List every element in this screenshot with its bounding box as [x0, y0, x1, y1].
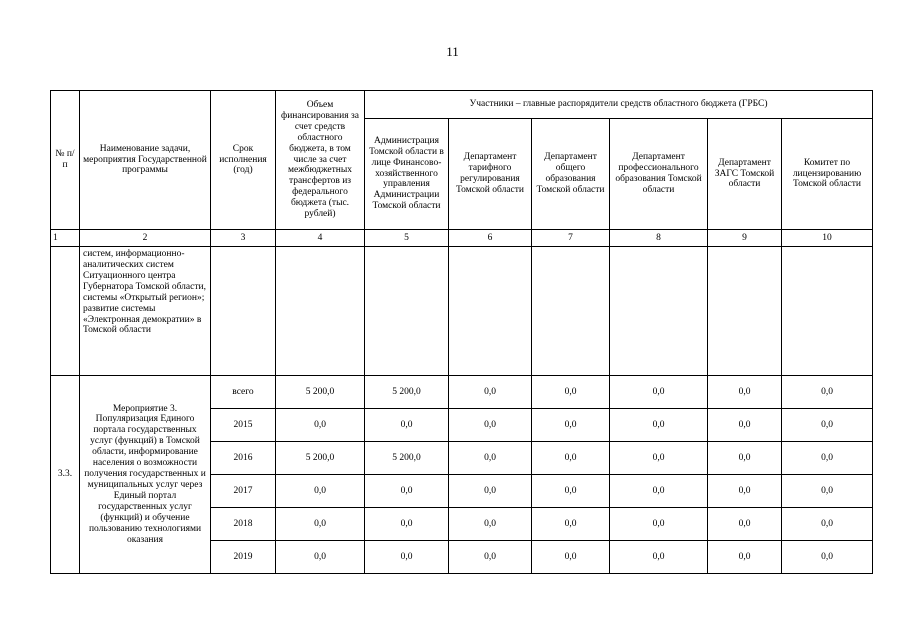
continuation-row — [51, 247, 873, 376]
column-number: 8 — [610, 230, 708, 247]
value-cell: 0,0 — [276, 541, 365, 574]
header-participant: Департамент профессионального образования Томской области — [610, 119, 708, 230]
column-number: 10 — [782, 230, 873, 247]
value-cell: 0,0 — [782, 475, 873, 508]
column-number: 7 — [532, 230, 610, 247]
value-cell: 0,0 — [365, 409, 449, 442]
value-cell: 0,0 — [610, 508, 708, 541]
column-number: 2 — [80, 230, 211, 247]
term-cell: 2017 — [211, 475, 276, 508]
term-cell: 2016 — [211, 442, 276, 475]
value-cell: 0,0 — [532, 442, 610, 475]
value-cell: 0,0 — [708, 442, 782, 475]
empty-cell — [532, 247, 610, 376]
header-participant: Комитет по лицензированию Томской области — [782, 119, 873, 230]
value-cell: 0,0 — [449, 475, 532, 508]
value-cell: 0,0 — [449, 442, 532, 475]
empty-cell — [782, 247, 873, 376]
header-term: Срок исполнения (год) — [211, 91, 276, 230]
value-cell: 0,0 — [610, 376, 708, 409]
value-cell: 0,0 — [276, 409, 365, 442]
page-number: 11 — [446, 44, 459, 59]
value-cell: 5 200,0 — [365, 376, 449, 409]
value-cell: 0,0 — [610, 442, 708, 475]
value-cell: 0,0 — [610, 409, 708, 442]
column-number: 1 — [51, 230, 80, 247]
activity-index: 3.3. — [51, 376, 80, 574]
header-participant: Департамент ЗАГС Томской области — [708, 119, 782, 230]
table-row — [51, 376, 873, 409]
value-cell: 0,0 — [365, 508, 449, 541]
empty-cell — [708, 247, 782, 376]
value-cell: 0,0 — [708, 475, 782, 508]
term-cell: всего — [211, 376, 276, 409]
column-number-row — [51, 230, 873, 247]
empty-cell — [365, 247, 449, 376]
term-cell: 2015 — [211, 409, 276, 442]
value-cell: 0,0 — [782, 442, 873, 475]
header-volume: Объем финансирования за счет средств областного бюджета, в том числе за счет межбюджетных трансфертов из федерального бюджета (тыс. рублей) — [276, 91, 365, 230]
empty-cell — [211, 247, 276, 376]
value-cell: 0,0 — [532, 409, 610, 442]
header-participants: Участники – главные распорядители средств областного бюджета (ГРБС) — [365, 91, 873, 119]
value-cell: 0,0 — [708, 409, 782, 442]
value-cell: 5 200,0 — [276, 376, 365, 409]
value-cell: 0,0 — [276, 508, 365, 541]
value-cell: 0,0 — [782, 376, 873, 409]
header-name: Наименование задачи, мероприятия Государственной программы — [80, 91, 211, 230]
value-cell: 0,0 — [782, 409, 873, 442]
header-num: № п/п — [51, 91, 80, 230]
empty-cell — [276, 247, 365, 376]
value-cell: 0,0 — [782, 508, 873, 541]
column-number: 3 — [211, 230, 276, 247]
value-cell: 0,0 — [532, 376, 610, 409]
column-number: 6 — [449, 230, 532, 247]
term-cell: 2019 — [211, 541, 276, 574]
value-cell: 0,0 — [449, 541, 532, 574]
value-cell: 0,0 — [365, 541, 449, 574]
activity-name: Мероприятие 3. Популяризация Единого портала государственных услуг (функций) в Томской области, информирование населения о возможности получения государственных и муниципальных услуг через Единый портал государственных услуг (функций) и обучение пользованию технологиями оказания — [80, 376, 211, 574]
value-cell: 0,0 — [449, 409, 532, 442]
budget-table — [50, 90, 873, 574]
value-cell: 0,0 — [708, 376, 782, 409]
value-cell: 0,0 — [276, 475, 365, 508]
value-cell: 0,0 — [610, 475, 708, 508]
column-number: 9 — [708, 230, 782, 247]
header-participant: Департамент тарифного регулирования Томской области — [449, 119, 532, 230]
column-number: 4 — [276, 230, 365, 247]
value-cell: 0,0 — [708, 508, 782, 541]
value-cell: 5 200,0 — [365, 442, 449, 475]
value-cell: 0,0 — [708, 541, 782, 574]
value-cell: 0,0 — [532, 508, 610, 541]
value-cell: 0,0 — [449, 508, 532, 541]
term-cell: 2018 — [211, 508, 276, 541]
value-cell: 0,0 — [532, 541, 610, 574]
empty-cell — [51, 247, 80, 376]
column-number: 5 — [365, 230, 449, 247]
value-cell: 0,0 — [610, 541, 708, 574]
header-participant: Администрация Томской области в лице Финансово-хозяйственного управления Администрации Томской области — [365, 119, 449, 230]
value-cell: 0,0 — [365, 475, 449, 508]
empty-cell — [449, 247, 532, 376]
continuation-text: систем, информационно-аналитических систем Ситуационного центра Губернатора Томской области, системы «Открытый регион»; развитие системы «Электронная демократии» в Томской области — [80, 247, 211, 376]
value-cell: 5 200,0 — [276, 442, 365, 475]
empty-cell — [610, 247, 708, 376]
value-cell: 0,0 — [532, 475, 610, 508]
value-cell: 0,0 — [782, 541, 873, 574]
header-participant: Департамент общего образования Томской области — [532, 119, 610, 230]
value-cell: 0,0 — [449, 376, 532, 409]
